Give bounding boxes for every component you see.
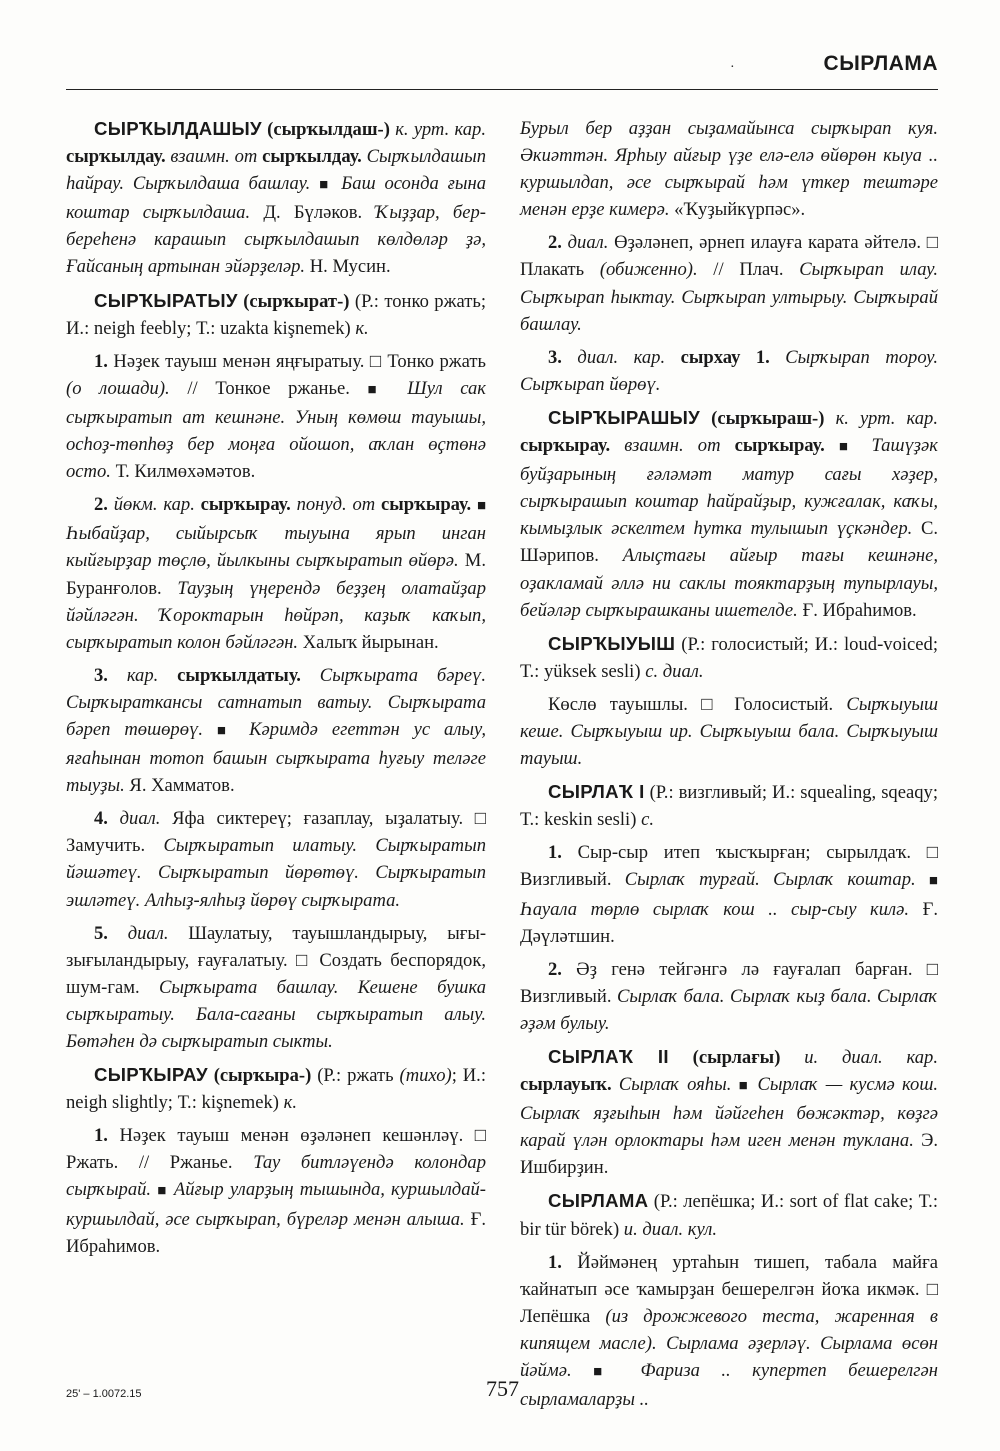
header-rule: [66, 89, 938, 90]
grammar-label: к. урт. кар.: [835, 407, 938, 429]
translations: (Р.: тонко ржать; И.: neigh feebly; Т.: uzakta kişnemek): [66, 290, 486, 339]
entry-syrkyratyu: [66, 287, 486, 342]
translation: Создать беспорядок, шум-гам.: [66, 949, 487, 998]
translation: // Плач.: [697, 259, 800, 281]
running-head: СЫРЛАМА: [823, 52, 938, 75]
author: Ғ. Дәүләтшин.: [520, 898, 939, 947]
entry-syrkyldashyu: [66, 115, 486, 281]
definition: Йәймәнең уртаһын тишеп, табала майға ҡайнатып әсе ҡамырҙан бешерелгән йоҡа икмәк.: [520, 1251, 938, 1300]
square-marker-icon: ■: [928, 873, 938, 890]
author: М. Буранғолов.: [66, 550, 486, 599]
box-marker-icon: □: [474, 1125, 486, 1147]
square-marker-icon: ■: [838, 439, 858, 456]
page-number: 757: [486, 1376, 519, 1401]
sense-3: [66, 662, 486, 799]
square-marker-icon: ■: [593, 1364, 620, 1381]
sense-number: 2.: [94, 494, 108, 516]
quotation: Һауала төрлө сырлаҡ кош .. сыр-сыу килә.: [520, 898, 910, 920]
definition: Нәҙек тауыш менән яңғыратыу.: [107, 350, 370, 372]
square-marker-icon: ■: [319, 177, 333, 194]
sense-number: 4.: [94, 808, 108, 830]
sense-number: 1.: [94, 1125, 108, 1147]
sense-2: [66, 491, 486, 656]
sense-2: [520, 956, 938, 1037]
quotation: Ҡыҙҙар, бер-береһенә карашып сырҡылдашып көлдөләр ҙә, Ғайсаның артынан эйәрҙеләр.: [66, 202, 486, 278]
headword: СЫРҠЫЛДАШЫУ: [94, 118, 262, 139]
example: Сырлама әҙерләү. Сырлама өсөн йәймә.: [520, 1332, 938, 1382]
author: Д. Бүләков.: [250, 202, 376, 224]
translations: (Р.: лепёшка; И.: sort of flat cake; Т.: bir tür börek): [520, 1191, 938, 1240]
sense-2: [520, 229, 938, 337]
grammar-label: кар.: [107, 664, 178, 686]
author: Ғ. Ибраһимов.: [797, 599, 917, 621]
quotation: Алыҫтағы айғыр тағы кешнәне, оҙакламай әллә ни саклы тояктарҙың тупырлауы, бейәләр сырҡырашканы ишетелде.: [520, 545, 938, 621]
grammar-label: к.: [283, 1092, 297, 1114]
example: Тау битләүендә колондар сырҡырай.: [66, 1152, 486, 1201]
quotation: Фариза .. купертеп бешерелгән сырламаларҙы ..: [520, 1360, 939, 1411]
box-marker-icon: □: [296, 949, 311, 971]
stem: (сырлағы): [668, 1047, 805, 1068]
gloss: (тихо): [399, 1065, 452, 1087]
cross-ref: сырҡылдау.: [66, 146, 166, 168]
grammar-label: йөкм. кар.: [107, 494, 201, 516]
grammar-label: диал. кар.: [561, 346, 681, 368]
sense-3: [520, 344, 938, 398]
box-marker-icon: □: [474, 808, 487, 830]
box-marker-icon: □: [926, 1278, 938, 1300]
entry-syrlak-2: [520, 1043, 938, 1181]
quotation: Һыбайҙар, сыйырсыҡ тыуына ярып инган кыйғырҙар төҫлө, йылкыны сырҡыратып өйөрә.: [66, 523, 486, 572]
grammar-label: к.: [355, 317, 369, 339]
cross-ref: сырлауыҡ.: [520, 1074, 612, 1096]
example: Сырҡырап тороу. Сырҡырап йөрөү.: [520, 346, 938, 395]
entry-syrkyuysh: [520, 630, 938, 685]
square-marker-icon: ■: [216, 722, 236, 739]
sense-number: 2.: [548, 958, 562, 980]
translations: (Р.: ржать: [317, 1065, 400, 1087]
entry-syrlama: [520, 1187, 938, 1242]
quotation: Шул сак сырҡыратып ат кешнәне. Уның көмөш тауышы, осһоҙ-төпһөҙ бер моңға ойошоп, аҡлан өҫтөнә осто.: [66, 377, 486, 483]
quotation: Сырлаҡ — кусмә кош. Сырлаҡ яҙғыһын һәм йәйгеһен бөжәктәр, көҙгә карай үлән орлоктары һәм иген менән туклана.: [520, 1074, 939, 1152]
gloss: (из дрожжевого теста, жаренная в кипящем масле).: [520, 1305, 938, 1354]
headword: СЫРҠЫРАУ: [94, 1064, 208, 1086]
grammar-label: взаимн. от: [610, 435, 735, 457]
stem: (сырҡырат-): [237, 290, 355, 312]
translations: ; И.: neigh slightly; Т.: kişnemek): [66, 1065, 486, 1114]
example: Сырҡырап илау. Сырҡырап һыктау. Сырҡырап ултырыу. Сырҡырай башлау.: [520, 259, 938, 335]
continued-quotation: [520, 115, 938, 223]
example: Сырҡылдашып һайрау. Сырҡылдаша башлау.: [66, 146, 486, 195]
example: Сырлаҡ ояһы.: [611, 1074, 739, 1096]
entry-syrkyrau: [66, 1061, 486, 1116]
box-marker-icon: □: [926, 232, 939, 254]
entry-syrkyrashyu: [520, 404, 938, 624]
headword: СЫРҠЫУЫШ: [548, 632, 676, 654]
grammar-label: взаимн. от: [165, 146, 263, 168]
example: Сырҡыуыш кеше. Сырҡыуыш ир. Сырҡыуыш бала. Сырҡыуыш тауыш.: [520, 693, 938, 770]
translation: Тонко ржать: [381, 350, 486, 372]
headword: СЫРЛАҠ II: [548, 1046, 669, 1067]
example: Сырҡыратып илатыу. Сырҡыратып йәшәтеү. Сырҡыратып йөрөтөү. Сырҡыратып эшләтеү. Алһыҙ-ялһыҙ йөрөү сырҡырата.: [66, 835, 486, 911]
square-marker-icon: ■: [476, 498, 486, 515]
translations: (Р.: голосистый; И.: loud-voiced; Т.: yüksek sesli): [520, 633, 938, 682]
sense-5: [66, 920, 486, 1055]
sense-1: [520, 1249, 938, 1414]
square-marker-icon: ■: [738, 1078, 751, 1095]
footer-code: 25' – 1.0072.15: [66, 1388, 142, 1400]
definition: Әҙ генә тейгәнгә лә ғауғалап барған.: [561, 958, 927, 980]
cross-ref: сырҡырау.: [200, 494, 291, 516]
box-marker-icon: □: [926, 842, 938, 864]
example: Сырлаҡ турғай. Сырлаҡ коштар.: [624, 869, 929, 891]
header-dot: ·: [730, 60, 735, 75]
cross-ref: сырҡылдау.: [262, 146, 362, 168]
box-marker-icon: □: [369, 350, 382, 372]
headword: СЫРҠЫРАШЫУ: [548, 406, 701, 428]
square-marker-icon: ■: [157, 1183, 168, 1200]
definition: Яфа сиктереү; ғазаплау, ыҙалатыу.: [160, 808, 475, 830]
example: Сырҡырата башлау. Кешене бушка сырҡыратыу. Бала-сағаны сырҡыратып алыу. Бөтәһен дә сырҡыратып сыкты.: [66, 976, 486, 1052]
cross-ref: сырхау 1.: [680, 346, 770, 368]
sense-1: [66, 1122, 486, 1259]
cross-ref: сырҡылдатыу.: [177, 664, 301, 686]
stem: (сырҡыра-): [207, 1065, 318, 1087]
grammar-label: и. диал. кар.: [804, 1047, 938, 1068]
sense-number: 1.: [548, 842, 562, 864]
cross-ref: сырҡырау.: [380, 494, 472, 516]
translation: Плакать: [520, 259, 600, 281]
stem: (сырҡылдаш-): [261, 119, 396, 140]
sense-number: 3.: [94, 664, 108, 686]
translation: Голосистый.: [721, 693, 847, 715]
grammar-label: диал.: [107, 922, 169, 944]
grammar-label: с. диал.: [645, 660, 704, 682]
definition: Өҙәләнеп, әрнеп илауға карата әйтелә.: [608, 232, 927, 254]
sense-1: [520, 839, 938, 949]
quotation: Бурыл бер аҙҙан сыҙамайынса сырҡырап куя. Әкиәттән. Ярһыу айғыр үҙе елә-елә өйөрөн кыуа .. куршылдап, әсе сырҡырай һәм үткер тештәре менән ерҙе кимерә.: [520, 118, 938, 221]
quotation: Кәримдә егеттән ус алыу, яғаһынан тотоп башын сырҡырата һуғыу теләге тыуҙы.: [66, 718, 486, 797]
translation: Ржать. // Ржанье.: [66, 1152, 254, 1174]
sense-4: [66, 805, 486, 913]
box-marker-icon: □: [926, 958, 938, 980]
definition-paragraph: [520, 691, 938, 772]
translation: Лепёшка: [520, 1305, 606, 1327]
grammar-label: понуд. от: [290, 494, 381, 516]
author: Э. Ишбирҙин.: [520, 1130, 938, 1179]
entry-syrlak-1: [520, 778, 938, 833]
headword: СЫРЛАМА: [548, 1190, 649, 1212]
right-column: [520, 115, 938, 1419]
left-column: [66, 115, 486, 1266]
definition: Көслө тауышлы.: [548, 693, 702, 715]
author: Н. Мусин.: [305, 256, 391, 278]
example: Сырҡырата бәреү. Сырҡыратканcы сатнатып ватыу. Сырҡырата бәреп төшөрөү.: [66, 664, 486, 740]
quotation: Айғыр уларҙың тышында, куршылдай-куршылдай, әсе сырҡырап, бүреләр менән алыша.: [66, 1179, 486, 1230]
cross-ref: сырҡырау.: [734, 435, 825, 457]
author: Т. Килмөхәмәтов.: [110, 461, 256, 483]
author: Я. Хамматов.: [124, 775, 235, 797]
translation: Визгливый.: [520, 985, 617, 1007]
translations: (Р.: визгливый; И.: squealing, sqeaqy; Т.: keskin sesli): [520, 782, 938, 831]
headword: СЫРЛАҠ I: [548, 781, 645, 803]
author: «Ҡуҙыйкүрпәс».: [669, 199, 806, 221]
example: Сырлаҡ бала. Сырлаҡ кыҙ бала. Сырлаҡ әҙәм булыу.: [520, 985, 938, 1034]
headword: СЫРҠЫРАТЫУ: [94, 289, 238, 311]
box-marker-icon: □: [701, 693, 722, 715]
author: Ғ. Ибраһимов.: [66, 1208, 486, 1257]
grammar-label: с.: [641, 809, 654, 831]
quotation: Тауҙың үңерендә беҙҙең олатайҙар йәйләгән. Ҡороктарын һөйрәп, каҙыҡ каҡып, сырҡыратып колон бәйләгән.: [66, 577, 486, 653]
grammar-label: к. урт. кар.: [395, 119, 486, 140]
definition: Сыр-сыр итеп ҡысҡырған; сырылдаҡ.: [561, 842, 927, 864]
translation: // Тонкое ржанье.: [169, 377, 368, 399]
sense-number: 5.: [94, 922, 108, 944]
quotation: Баш осонда ғына коштар сырҡылдаша.: [66, 173, 486, 224]
sense-number: 1.: [94, 350, 108, 372]
sense-number: 3.: [548, 346, 562, 368]
grammar-label: диал.: [561, 232, 609, 254]
gloss: (обиженно).: [599, 259, 698, 281]
grammar-label: и. диал. кул.: [623, 1218, 718, 1240]
sense-number: 2.: [548, 232, 562, 254]
author: Халыҡ йырынан.: [298, 631, 439, 653]
sense-1: [66, 348, 486, 485]
translation: Визгливый.: [520, 869, 625, 891]
quotation: Ташүҙәк буйҙарының ғәләмәт матур сағы хәҙер, сырҡырашып коштар һайрайҙыр, кужғалак, каҡы, кымыҙлык әскелтем һутка тулышып үҫкәндер.: [520, 435, 939, 540]
cross-ref: сырҡырау.: [520, 435, 611, 457]
grammar-label: диал.: [107, 808, 161, 830]
square-marker-icon: ■: [367, 381, 390, 398]
author: С. Шәрипов.: [520, 518, 938, 567]
gloss: (о лошади).: [66, 377, 170, 399]
definition: Нәҙек тауыш менән өҙәләнеп кешәнләү.: [107, 1125, 475, 1147]
sense-number: 1.: [548, 1251, 562, 1273]
translation: Замучить.: [66, 835, 164, 857]
stem: (сырҡыраш-): [700, 407, 836, 429]
definition: Шаулатыу, тауышландырыу, ығы-зығыландырыу, ғауғалатыу.: [66, 922, 487, 971]
